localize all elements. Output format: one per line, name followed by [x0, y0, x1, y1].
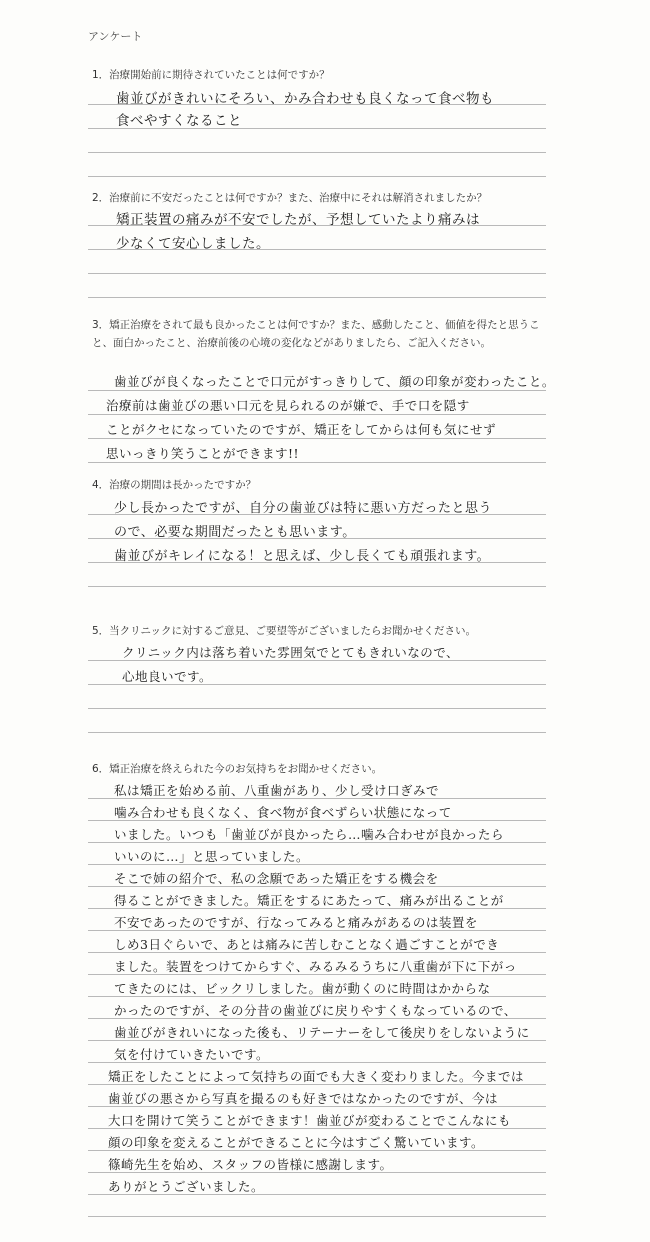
- answer-line: いいのに…」と思っていました。: [114, 849, 310, 864]
- ruled-line: [88, 273, 546, 274]
- answer-line: 治療前は歯並びの悪い口元を見られるのが嫌で、手で口を隠す: [106, 398, 470, 413]
- answer-line: 矯正装置の痛みが不安でしたが、予想していたより痛みは: [116, 212, 480, 228]
- question-4: 4．治療の期間は長かったですか？: [92, 479, 257, 491]
- answer-line: 歯並びがキレイになる！と思えば、少し長くても頑張れます。: [114, 549, 491, 564]
- answer-line: 少なくて安心しました。: [116, 236, 270, 252]
- answer-line: 顔の印象を変えることができることに今はすごく驚いています。: [108, 1135, 485, 1150]
- question-1: 1．治療開始前に期待されていたことは何ですか？: [92, 69, 330, 81]
- answer-line: ありがとうございました。: [108, 1179, 265, 1194]
- ruled-line: [88, 1216, 546, 1217]
- answer-line: 心地良いです。: [122, 669, 213, 684]
- answer-line: 気を付けていきたいです。: [114, 1047, 270, 1062]
- answer-line: クリニック内は落ち着いた雰囲気でとてもきれいなので、: [122, 645, 460, 660]
- answer-line: 食べやすくなること: [116, 113, 242, 129]
- ruled-line: [88, 438, 546, 439]
- ruled-line: [88, 414, 546, 415]
- answer-line: 得ることができました。矯正をするにあたって、痛みが出ることが: [114, 893, 504, 908]
- ruled-line: [88, 586, 546, 587]
- ruled-line: [88, 176, 546, 177]
- ruled-line: [88, 462, 546, 463]
- answer-line: 歯並びが良くなったことで口元がすっきりして、顔の印象が変わったこと。: [114, 374, 555, 389]
- ruled-line: [88, 708, 546, 709]
- answer-line: ことがクセになっていたのですが、矯正をしてからは何も気にせず: [106, 422, 497, 437]
- ruled-line: [88, 297, 546, 298]
- answer-line: しめ3日ぐらいで、あとは痛みに苦しむことなく過ごすことができ: [114, 937, 500, 952]
- answer-line: 大口を開けて笑うことができます！歯並びが変わることでこんなにも: [108, 1113, 512, 1128]
- answer-line: ました。装置をつけてからすぐ、みるみるうちに八重歯が下に下がっ: [114, 959, 517, 974]
- question-6: 6．矯正治療を終えられた今のお気持ちをお聞かせください。: [92, 763, 383, 775]
- ruled-line: [88, 390, 546, 391]
- answer-line: 歯並びの悪さから写真を撮るのも好きではなかったのですが、今は: [108, 1091, 499, 1106]
- answer-line: そこで姉の紹介で、私の念願であった矯正をする機会を: [114, 871, 439, 886]
- answer-line: いました。いつも「歯並びが良かったら…噛み合わせが良かったら: [114, 827, 505, 842]
- answer-line: 私は矯正を始める前、八重歯があり、少し受け口ぎみで: [114, 783, 440, 798]
- question-2: 2．治療前に不安だったことは何ですか？また、治療中にそれは解消されましたか？: [92, 192, 488, 204]
- answer-line: 矯正をしたことによって気持ちの面でも大きく変わりました。今までは: [108, 1069, 525, 1084]
- answer-line: 歯並びがきれいになった後も、リテーナーをして後戻りをしないように: [114, 1025, 530, 1040]
- answer-line: 不安であったのですが、行なってみると痛みがあるのは装置を: [114, 915, 478, 930]
- document-title: アンケート: [88, 30, 143, 43]
- question-3: 3．矯正治療をされて最も良かったことは何ですか？また、感動したこと、価値を得たと思うこと、面白かったこと、治療前後の心境の変化などがありましたら、ご記入ください。: [92, 319, 540, 349]
- question-5: 5．当クリニックに対するご意見、ご要望等がございましたらお聞かせください。: [92, 625, 477, 637]
- answer-line: かったのですが、その分昔の歯並びに戻りやすくもなっているので、: [114, 1003, 517, 1018]
- answer-line: 思いっきり笑うことができます!!: [106, 446, 300, 461]
- ruled-line: [88, 732, 546, 733]
- ruled-line: [88, 152, 546, 153]
- answer-line: 噛み合わせも良くなく、食べ物が食べずらい状態になって: [114, 805, 452, 820]
- answer-line: てきたのには、ビックリしました。歯が動くのに時間はかからな: [114, 981, 491, 996]
- answer-line: 歯並びがきれいにそろい、かみ合わせも良くなって食べ物も: [116, 91, 494, 107]
- answer-line: ので、必要な期間だったとも思います。: [114, 525, 356, 540]
- answer-line: 篠崎先生を始め、スタッフの皆様に感謝します。: [108, 1157, 393, 1172]
- answer-line: 少し長かったですが、自分の歯並びは特に悪い方だったと思う: [114, 501, 493, 516]
